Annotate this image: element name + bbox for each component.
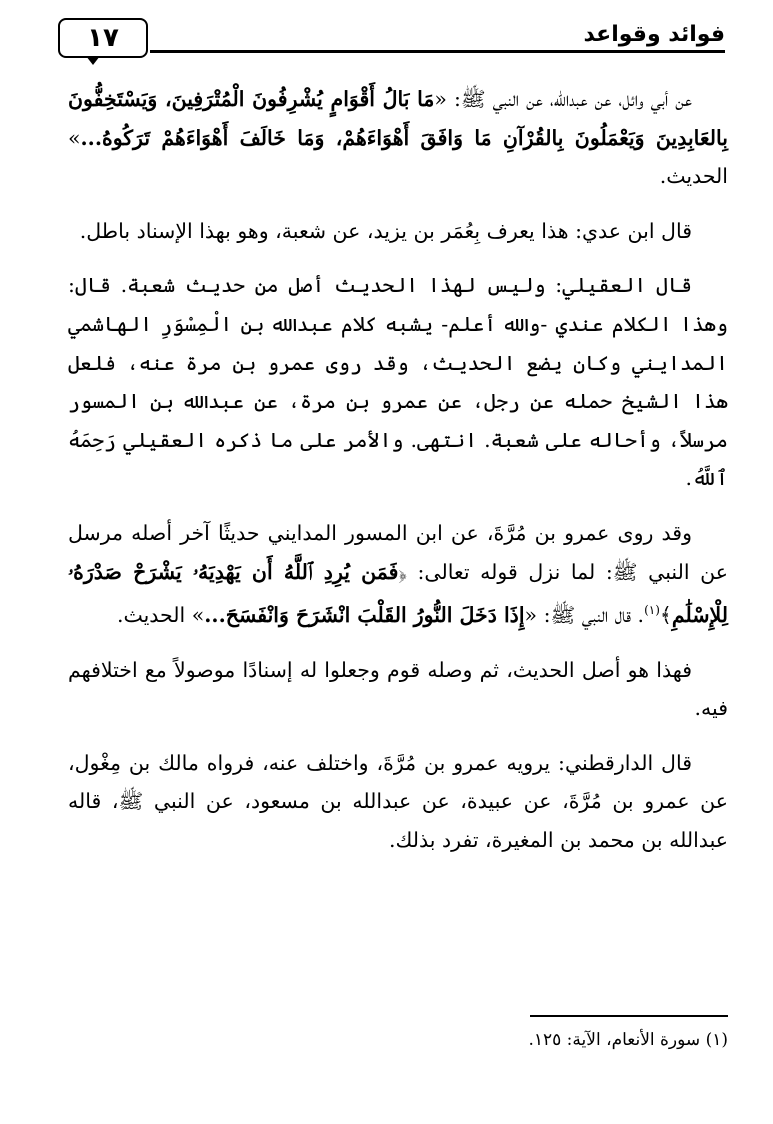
footnote-rule bbox=[530, 1015, 728, 1017]
quoted-text: فَمَن يُرِدِ ٱللَّهُ أَن يَهْدِيَهُۥ يَشْرَحْ صَدْرَهُۥ لِلْإِسْلَٰمِ bbox=[68, 559, 728, 627]
body-text: » الحديث. bbox=[116, 602, 205, 627]
body-text: » الحديث. bbox=[68, 125, 728, 189]
body-text: قال ابن عدي: هذا يعرف بِعُمَر بن يزيد، عن شعبة، وهو بهذا الإسناد باطل. bbox=[79, 218, 692, 243]
footnote-text: سورة الأنعام، الآية: ١٢٥. bbox=[528, 1030, 701, 1050]
body-text: ﴾ bbox=[659, 602, 672, 627]
paragraph bbox=[68, 744, 728, 860]
body-text: عن أبي وائل، عن عبدالله، عن النبي ﷺ: « bbox=[434, 87, 693, 111]
paragraph bbox=[68, 266, 728, 498]
body-text: قال العقيلي: وليس لهذا الحديث أصل من حديث شعبة. قال: وهذا الكلام عندي -والله أعلم- يشبه كلام عبدالله بن الْمِسْوَرِ الهاشمي المدايني وكان يضع الحديث، وقد روى عمرو بن مرة عنه، فلعل هذا الشيخ حمله عن رجل، عن عمرو بن مرة، عن عبدالله بن المسور مرسلاً، وأحاله على شعبة. انتهى. والأمر على ما ذكره العقيلي رَحِمَهُ ٱللَّهُ. bbox=[68, 273, 728, 491]
body-text: فهذا هو أصل الحديث، ثم وصله قوم وجعلوا له إسنادًا موصولاً مع اختلافهم فيه. bbox=[68, 657, 728, 721]
page-number: ١٧ bbox=[87, 23, 119, 53]
footnote-marker: (١) bbox=[705, 1030, 728, 1050]
footnote bbox=[528, 1030, 728, 1050]
page-header bbox=[58, 14, 725, 62]
main-text bbox=[68, 80, 728, 876]
body-text: قال الدارقطني: يرويه عمرو بن مُرَّةَ، واختلف عنه، فرواه مالك بن مِغْول، عن عمرو بن مُرَّةَ، عن عبيدة، عن عبدالله بن مسعود، عن النبي ﷺ، قاله عبدالله بن محمد بن المغيرة، تفرد بذلك. bbox=[68, 750, 728, 852]
paragraph bbox=[68, 651, 728, 728]
header-rule bbox=[150, 50, 725, 53]
body-text: وقد روى عمرو بن مُرَّةَ، عن ابن المسور المدايني حديثًا آخر أصله مرسل عن النبي ﷺ: لما نزل قوله تعالى: ﴿ bbox=[68, 520, 728, 584]
paragraph bbox=[68, 80, 728, 196]
paragraph bbox=[68, 212, 728, 251]
quoted-text: مَا بَالُ أَقْوَامٍ يُشْرِفُونَ الْمُتْرَفِينَ، وَيَسْتَخِفُّونَ بِالعَابِدِينَ وَيَعْمَلُونَ بِالقُرْآنِ مَا وَافَقَ أَهْوَاءَهُمْ، وَمَا خَالَفَ أَهْوَاءَهُمْ تَرَكُوهُ... bbox=[68, 87, 728, 150]
page-corner-mark bbox=[86, 56, 100, 65]
body-text: . قال النبي ﷺ: « bbox=[524, 602, 645, 627]
footnote-ref: (١) bbox=[644, 603, 660, 618]
book-title: فوائد وقواعد bbox=[583, 22, 725, 47]
quoted-text: إِذَا دَخَلَ النُّورُ القَلْبَ انْشَرَحَ وَانْفَسَحَ... bbox=[204, 602, 525, 627]
page-number-box bbox=[58, 18, 148, 58]
paragraph bbox=[68, 514, 728, 635]
